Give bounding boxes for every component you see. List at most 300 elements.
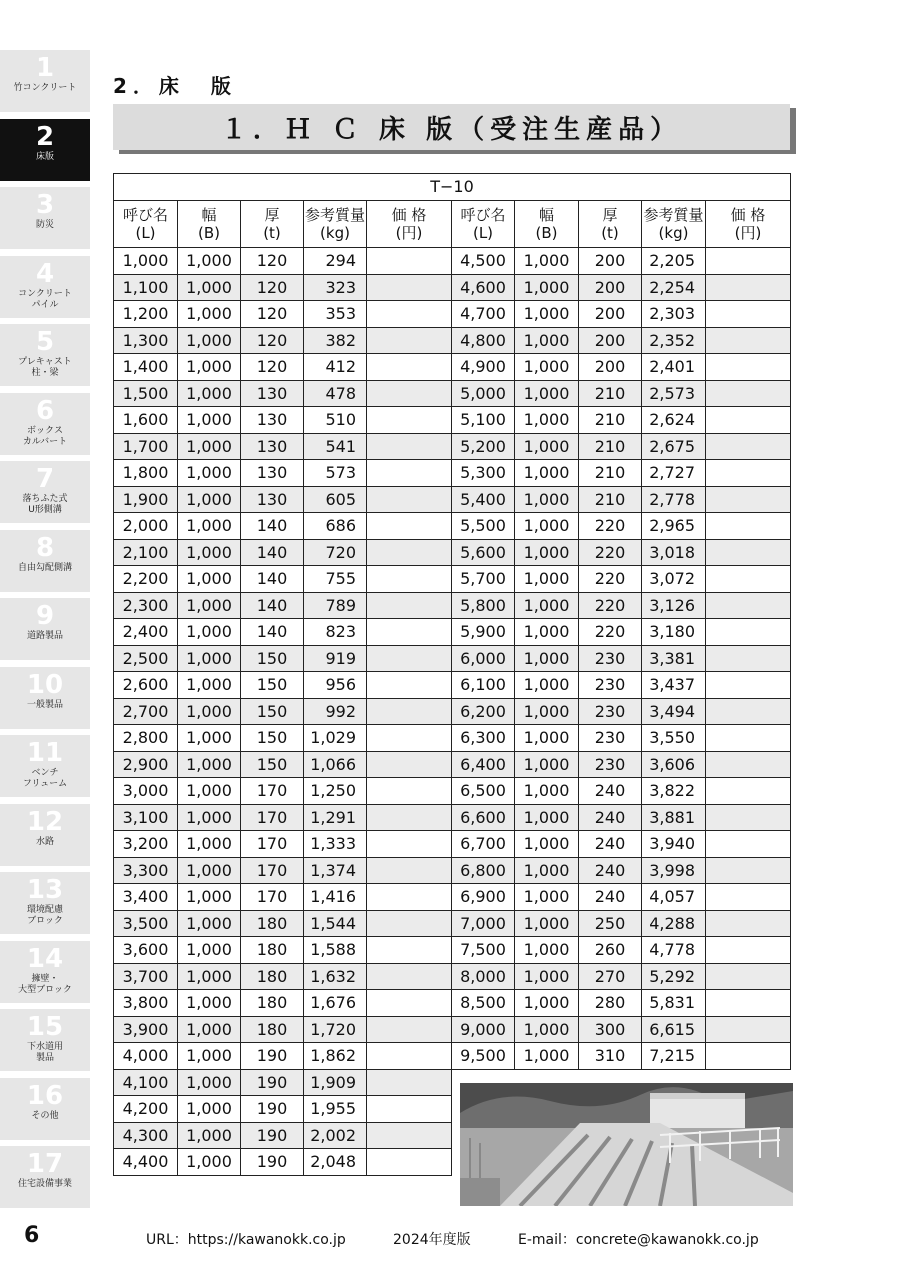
- table-cell: 1,000: [515, 619, 579, 646]
- table-cell: 541: [304, 433, 367, 460]
- price-cell: [367, 433, 452, 460]
- table-cell: 1,000: [515, 248, 579, 275]
- table-cell: 1,000: [515, 910, 579, 937]
- price-cell: [706, 698, 791, 725]
- sidebar-tab-number: 3: [35, 190, 55, 220]
- table-cell: 1,862: [304, 1043, 367, 1070]
- footer-url[interactable]: URL：https://kawanokk.co.jp: [146, 1232, 346, 1248]
- table-cell: 1,333: [304, 831, 367, 858]
- sidebar-tab-number: 7: [35, 464, 55, 494]
- table-cell: 1,676: [304, 990, 367, 1017]
- table-cell: 720: [304, 539, 367, 566]
- price-cell: [367, 857, 452, 884]
- table-cell: 8,000: [452, 963, 515, 990]
- table-row: [114, 513, 791, 540]
- table-cell: 2,700: [114, 698, 178, 725]
- sidebar-tab-number: 12: [26, 806, 64, 837]
- table-cell: 240: [579, 831, 642, 858]
- table-cell: 3,437: [642, 672, 706, 699]
- sidebar-tab-11[interactable]: [0, 735, 90, 797]
- price-cell: [706, 937, 791, 964]
- sidebar-tab-number: 11: [26, 738, 64, 768]
- table-cell: 1,000: [178, 327, 241, 354]
- price-cell: [706, 725, 791, 752]
- table-row: [114, 301, 791, 328]
- table-cell: 4,200: [114, 1096, 178, 1123]
- sidebar-tab-label: 下水道用 製品: [26, 1042, 63, 1063]
- table-cell: 220: [579, 619, 642, 646]
- table-cell: 605: [304, 486, 367, 513]
- table-cell: 270: [579, 963, 642, 990]
- sidebar-tab-15[interactable]: [0, 1009, 90, 1071]
- table-header-row: [114, 201, 791, 248]
- table-cell: 9,000: [452, 1016, 515, 1043]
- table-cell: 1,000: [515, 513, 579, 540]
- table-row: [114, 1043, 791, 1070]
- table-cell: 1,000: [178, 698, 241, 725]
- table-cell: 2,500: [114, 645, 178, 672]
- table-cell: 1,000: [178, 963, 241, 990]
- table-cell: 2,573: [642, 380, 706, 407]
- sidebar-tab-4[interactable]: [0, 256, 90, 318]
- sidebar-tab-label: ベンチ フリューム: [22, 768, 68, 789]
- table-cell: 240: [579, 857, 642, 884]
- sidebar-tab-label: コンクリート パイル: [18, 288, 72, 310]
- table-cell: 4,900: [452, 354, 515, 381]
- table-cell: 120: [241, 327, 304, 354]
- table-cell: 1,500: [114, 380, 178, 407]
- table-cell: 1,000: [515, 327, 579, 354]
- table-cell: 6,600: [452, 804, 515, 831]
- table-cell: 220: [579, 592, 642, 619]
- table-cell: 1,400: [114, 354, 178, 381]
- table-cell: 294: [304, 248, 367, 275]
- table-cell: 1,000: [178, 592, 241, 619]
- table-cell: 7,000: [452, 910, 515, 937]
- column-header: 幅 (B): [178, 201, 241, 248]
- table-cell: 1,000: [515, 937, 579, 964]
- table-cell: 1,000: [178, 778, 241, 805]
- price-cell: [367, 592, 452, 619]
- table-cell: 1,955: [304, 1096, 367, 1123]
- table-cell: 2,600: [114, 672, 178, 699]
- price-cell: [367, 831, 452, 858]
- table-cell: 5,600: [452, 539, 515, 566]
- price-cell: [367, 698, 452, 725]
- price-cell: [706, 354, 791, 381]
- price-cell: [367, 354, 452, 381]
- price-cell: [706, 963, 791, 990]
- table-cell: 4,700: [452, 301, 515, 328]
- table-row: [114, 460, 791, 487]
- table-cell: 190: [241, 1122, 304, 1149]
- table-cell: 5,800: [452, 592, 515, 619]
- sidebar-tab-number: 2: [35, 121, 55, 152]
- price-cell: [367, 619, 452, 646]
- table-cell: 1,000: [515, 1016, 579, 1043]
- table-cell: 200: [579, 301, 642, 328]
- table-cell: 1,000: [515, 354, 579, 381]
- table-cell: 5,400: [452, 486, 515, 513]
- table-cell: 300: [579, 1016, 642, 1043]
- sidebar-tab-3[interactable]: [0, 187, 90, 249]
- table-cell: 230: [579, 645, 642, 672]
- table-cell: 3,822: [642, 778, 706, 805]
- table-cell: 3,800: [114, 990, 178, 1017]
- table-cell: 1,000: [515, 539, 579, 566]
- table-cell: 5,000: [452, 380, 515, 407]
- column-header: 参考質量 (kg): [304, 201, 367, 248]
- table-cell: 1,000: [178, 937, 241, 964]
- table-cell: 1,000: [515, 301, 579, 328]
- table-cell: 4,800: [452, 327, 515, 354]
- price-cell: [367, 937, 452, 964]
- table-cell: 4,778: [642, 937, 706, 964]
- table-cell: 5,200: [452, 433, 515, 460]
- table-cell: 1,000: [515, 884, 579, 911]
- table-caption: T−10: [114, 174, 791, 201]
- table-cell: 2,778: [642, 486, 706, 513]
- table-cell: 1,720: [304, 1016, 367, 1043]
- sidebar-tab-6[interactable]: [0, 393, 90, 455]
- table-cell: 130: [241, 433, 304, 460]
- table-cell: 180: [241, 963, 304, 990]
- sidebar-tab-12[interactable]: [0, 804, 90, 866]
- price-cell: [706, 1043, 791, 1070]
- price-cell: [706, 645, 791, 672]
- table-cell: 6,200: [452, 698, 515, 725]
- table-row: [114, 645, 791, 672]
- price-cell: [706, 248, 791, 275]
- table-row: [114, 963, 791, 990]
- table-cell: 2,002: [304, 1122, 367, 1149]
- table-cell: 6,900: [452, 884, 515, 911]
- table-cell: 210: [579, 433, 642, 460]
- sidebar-tab-10[interactable]: [0, 667, 90, 729]
- table-cell: 2,727: [642, 460, 706, 487]
- table-cell: 3,500: [114, 910, 178, 937]
- table-cell: 1,000: [178, 804, 241, 831]
- sidebar-tab-13[interactable]: [0, 872, 90, 934]
- table-row: [114, 354, 791, 381]
- sidebar-tab-label: プレキャスト 柱・梁: [18, 357, 72, 378]
- table-cell: 180: [241, 937, 304, 964]
- table-row: [114, 910, 791, 937]
- table-cell: 1,000: [515, 433, 579, 460]
- price-cell: [706, 407, 791, 434]
- table-row: [114, 831, 791, 858]
- table-cell: 1,800: [114, 460, 178, 487]
- table-cell: 280: [579, 990, 642, 1017]
- table-cell: 260: [579, 937, 642, 964]
- price-cell: [367, 1043, 452, 1070]
- table-cell: 3,900: [114, 1016, 178, 1043]
- table-cell: 1,000: [114, 248, 178, 275]
- table-cell: 190: [241, 1096, 304, 1123]
- table-cell: 1,000: [515, 804, 579, 831]
- table-cell: 1,000: [178, 751, 241, 778]
- table-cell: 1,000: [515, 831, 579, 858]
- table-cell: 3,381: [642, 645, 706, 672]
- table-cell: 150: [241, 725, 304, 752]
- table-cell: 2,900: [114, 751, 178, 778]
- table-cell: 1,000: [178, 990, 241, 1017]
- table-cell: 5,900: [452, 619, 515, 646]
- footer-email[interactable]: E-mail：concrete@kawanokk.co.jp: [518, 1232, 759, 1248]
- table-cell: 2,965: [642, 513, 706, 540]
- table-cell: 1,250: [304, 778, 367, 805]
- table-cell: 180: [241, 910, 304, 937]
- table-cell: 6,100: [452, 672, 515, 699]
- price-cell: [706, 486, 791, 513]
- price-cell: [367, 778, 452, 805]
- table-cell: 3,000: [114, 778, 178, 805]
- table-cell: 5,700: [452, 566, 515, 593]
- table-cell: 2,303: [642, 301, 706, 328]
- sidebar-tab-number: 17: [26, 1149, 64, 1179]
- table-cell: 573: [304, 460, 367, 487]
- sidebar-tab-2[interactable]: [0, 119, 90, 181]
- table-cell: 3,100: [114, 804, 178, 831]
- table-cell: 140: [241, 566, 304, 593]
- table-cell: 1,600: [114, 407, 178, 434]
- table-cell: 6,500: [452, 778, 515, 805]
- table-cell: 170: [241, 831, 304, 858]
- table-cell: 3,494: [642, 698, 706, 725]
- table-cell: 210: [579, 407, 642, 434]
- table-cell: 412: [304, 354, 367, 381]
- column-header: 厚 (t): [241, 201, 304, 248]
- table-cell: 4,300: [114, 1122, 178, 1149]
- table-cell: 130: [241, 407, 304, 434]
- sidebar-tab-label: 一般製品: [26, 699, 63, 710]
- table-cell: 1,200: [114, 301, 178, 328]
- sidebar-tab-14[interactable]: [0, 941, 90, 1003]
- sidebar-tab-label: 防災: [35, 220, 54, 230]
- sidebar-tab-7[interactable]: [0, 461, 90, 523]
- table-cell: 230: [579, 751, 642, 778]
- sidebar-tab-5[interactable]: [0, 324, 90, 386]
- sidebar-tab-8[interactable]: [0, 530, 90, 592]
- table-cell: 250: [579, 910, 642, 937]
- table-cell: 823: [304, 619, 367, 646]
- price-cell: [706, 592, 791, 619]
- price-cell: [706, 804, 791, 831]
- sidebar-tab-number: 13: [26, 875, 64, 905]
- table-cell: 1,000: [178, 274, 241, 301]
- table-row: [114, 990, 791, 1017]
- sidebar-tab-number: 1: [35, 53, 55, 83]
- table-cell: 2,205: [642, 248, 706, 275]
- table-cell: 323: [304, 274, 367, 301]
- table-cell: 1,000: [178, 645, 241, 672]
- table-cell: 5,831: [642, 990, 706, 1017]
- table-cell: 1,000: [178, 910, 241, 937]
- table-row: [114, 725, 791, 752]
- table-cell: 1,000: [178, 1043, 241, 1070]
- table-cell: 789: [304, 592, 367, 619]
- table-row: [114, 407, 791, 434]
- table-cell: 1,000: [178, 513, 241, 540]
- table-cell: 1,632: [304, 963, 367, 990]
- sidebar-tab-9[interactable]: [0, 598, 90, 660]
- table-cell: 200: [579, 354, 642, 381]
- sidebar-tab-label: その他: [31, 1110, 59, 1121]
- price-cell: [706, 1016, 791, 1043]
- table-cell: 230: [579, 672, 642, 699]
- table-cell: 230: [579, 725, 642, 752]
- table-cell: 240: [579, 884, 642, 911]
- table-cell: 190: [241, 1149, 304, 1176]
- table-cell: 1,000: [178, 725, 241, 752]
- column-header: 参考質量 (kg): [642, 201, 706, 248]
- price-cell: [706, 539, 791, 566]
- price-cell: [367, 804, 452, 831]
- price-cell: [706, 990, 791, 1017]
- price-cell: [367, 1016, 452, 1043]
- table-cell: 210: [579, 380, 642, 407]
- price-cell: [706, 778, 791, 805]
- table-cell: 190: [241, 1043, 304, 1070]
- table-cell: 2,400: [114, 619, 178, 646]
- column-header: 厚 (t): [579, 201, 642, 248]
- table-cell: 1,000: [515, 486, 579, 513]
- table-cell: 1,000: [515, 751, 579, 778]
- price-cell: [706, 672, 791, 699]
- sidebar-tab-number: 9: [35, 601, 55, 631]
- table-cell: 1,000: [515, 274, 579, 301]
- table-row: [114, 248, 791, 275]
- table-cell: 1,700: [114, 433, 178, 460]
- sidebar-tab-number: 6: [35, 395, 55, 426]
- sidebar-tab-label: 環境配慮 ブロック: [26, 905, 63, 926]
- table-row: [114, 937, 791, 964]
- table-cell: 1,000: [178, 1122, 241, 1149]
- table-cell: 992: [304, 698, 367, 725]
- table-cell: 1,000: [178, 460, 241, 487]
- table-cell: 3,998: [642, 857, 706, 884]
- sidebar-tab-1[interactable]: [0, 50, 90, 112]
- sidebar-tab-number: 10: [26, 669, 64, 700]
- table-cell: 510: [304, 407, 367, 434]
- table-cell: 1,000: [515, 725, 579, 752]
- table-cell: 1,374: [304, 857, 367, 884]
- sidebar-tab-label: ボックス カルバート: [22, 425, 68, 447]
- table-cell: 150: [241, 672, 304, 699]
- table-cell: 220: [579, 513, 642, 540]
- table-cell: 130: [241, 460, 304, 487]
- table-cell: 150: [241, 645, 304, 672]
- table-cell: 3,300: [114, 857, 178, 884]
- table-cell: 686: [304, 513, 367, 540]
- table-cell: 240: [579, 778, 642, 805]
- price-cell: [706, 460, 791, 487]
- table-cell: 3,940: [642, 831, 706, 858]
- price-cell: [367, 990, 452, 1017]
- price-cell: [367, 380, 452, 407]
- table-cell: 210: [579, 460, 642, 487]
- table-cell: 190: [241, 1069, 304, 1096]
- table-cell: 1,000: [178, 407, 241, 434]
- sidebar-tab-label: 水路: [35, 836, 54, 847]
- table-cell: 5,300: [452, 460, 515, 487]
- page-title: １．Ｈ Ｃ 床 版（受注生産品）: [220, 114, 683, 145]
- table-cell: 220: [579, 566, 642, 593]
- page-number: 6: [24, 1223, 40, 1248]
- table-cell: 1,000: [178, 248, 241, 275]
- table-cell: 140: [241, 513, 304, 540]
- price-cell: [367, 301, 452, 328]
- price-cell: [367, 327, 452, 354]
- sidebar-tab-17[interactable]: [0, 1146, 90, 1208]
- price-cell: [706, 327, 791, 354]
- sidebar-tab-label: 竹コンクリート: [13, 83, 77, 93]
- table-cell: 2,100: [114, 539, 178, 566]
- table-cell: 200: [579, 274, 642, 301]
- table-cell: 3,200: [114, 831, 178, 858]
- table-cell: 1,100: [114, 274, 178, 301]
- column-header: 呼び名 (L): [452, 201, 515, 248]
- table-cell: 1,000: [178, 380, 241, 407]
- table-cell: 5,500: [452, 513, 515, 540]
- table-cell: 2,800: [114, 725, 178, 752]
- table-cell: 150: [241, 751, 304, 778]
- table-cell: 6,400: [452, 751, 515, 778]
- sidebar-tab-16[interactable]: [0, 1078, 90, 1140]
- table-cell: 180: [241, 990, 304, 1017]
- table-cell: 1,000: [178, 566, 241, 593]
- table-cell: 353: [304, 301, 367, 328]
- table-cell: 4,500: [452, 248, 515, 275]
- table-cell: 170: [241, 778, 304, 805]
- table-cell: 6,700: [452, 831, 515, 858]
- table-cell: 1,000: [515, 407, 579, 434]
- sidebar-tab-number: 8: [35, 532, 55, 563]
- table-cell: 1,029: [304, 725, 367, 752]
- table-cell: 1,000: [515, 698, 579, 725]
- table-cell: 3,180: [642, 619, 706, 646]
- price-cell: [706, 910, 791, 937]
- table-cell: 4,000: [114, 1043, 178, 1070]
- sidebar-tab-label: 道路製品: [26, 631, 63, 641]
- table-cell: 1,000: [178, 1149, 241, 1176]
- table-cell: 1,000: [178, 301, 241, 328]
- table-cell: 3,072: [642, 566, 706, 593]
- table-cell: 1,000: [515, 990, 579, 1017]
- price-cell: [367, 725, 452, 752]
- table-cell: 1,000: [178, 672, 241, 699]
- price-cell: [706, 301, 791, 328]
- table-row: [114, 274, 791, 301]
- table-row: [114, 672, 791, 699]
- price-cell: [367, 1149, 452, 1176]
- table-row: [114, 804, 791, 831]
- price-cell: [367, 566, 452, 593]
- table-cell: 4,400: [114, 1149, 178, 1176]
- price-cell: [367, 460, 452, 487]
- column-header: 呼び名 (L): [114, 201, 178, 248]
- table-cell: 120: [241, 248, 304, 275]
- sidebar-tab-number: 15: [26, 1012, 64, 1042]
- table-cell: 180: [241, 1016, 304, 1043]
- table-cell: 755: [304, 566, 367, 593]
- table-cell: 4,288: [642, 910, 706, 937]
- table-cell: 1,000: [515, 566, 579, 593]
- table-cell: 1,000: [515, 778, 579, 805]
- sidebar-tab-label: 住宅設備事業: [17, 1179, 72, 1189]
- price-cell: [367, 910, 452, 937]
- table-cell: 956: [304, 672, 367, 699]
